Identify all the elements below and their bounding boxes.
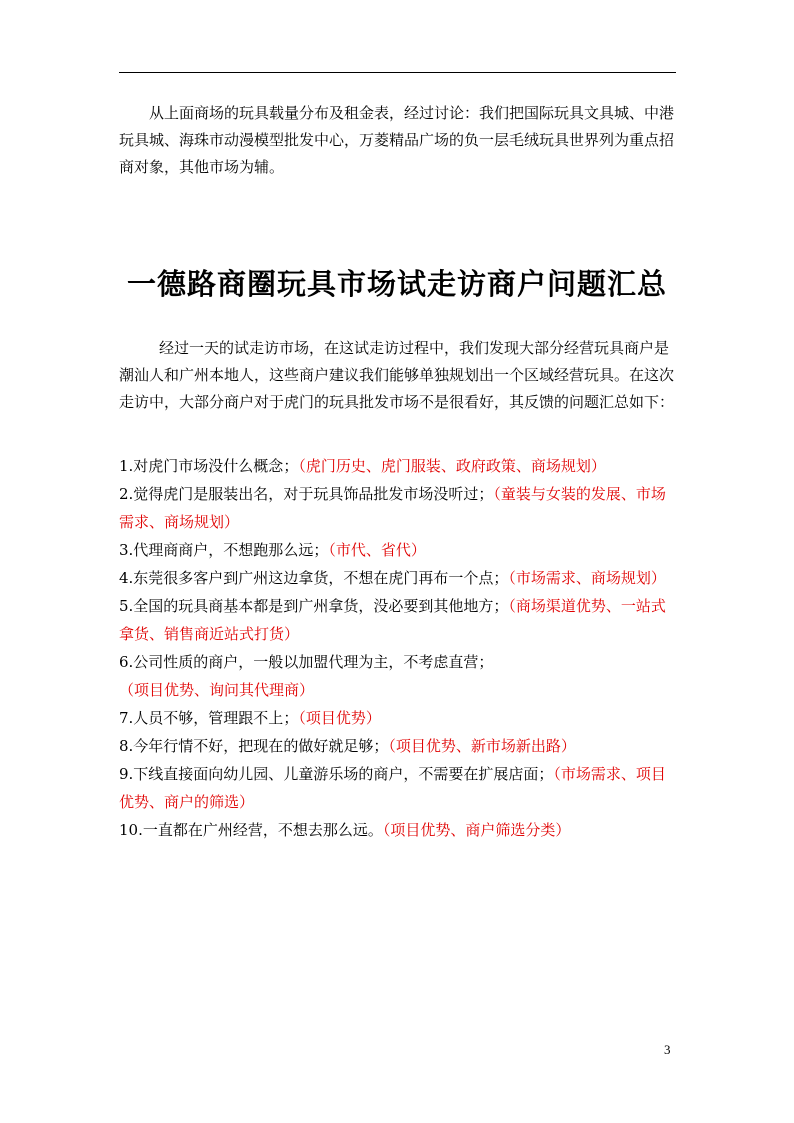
issue-text: 4.东莞很多客户到广州这边拿货，不想在虎门再布一个点； [119, 569, 509, 587]
header-rule [119, 72, 676, 73]
summary-paragraph: 经过一天的试走访市场，在这试走访过程中，我们发现大部分经营玩具商户是潮汕人和广州本地人，这些商户建议我们能够单独规划出一个区域经营玩具。在这次走访中，大部分商户对于虎门的玩具批发市场不是很看好，其反馈的问题汇总如下： [119, 339, 675, 411]
issue-text: 9.下线直接面向幼儿园、儿童游乐场的商户，不需要在扩展店面； [119, 765, 554, 783]
list-item [119, 704, 679, 732]
issue-note: （项目优势、商户筛选分类） [382, 821, 571, 839]
issue-note: （项目优势、询问其代理商） [119, 681, 315, 699]
issue-text: 5.全国的玩具商基本都是到广州拿货，没必要到其他地方； [119, 597, 509, 615]
issue-text: 3.代理商商户，不想跑那么远； [119, 541, 329, 559]
list-item [119, 564, 679, 592]
list-item [119, 592, 679, 648]
issue-note: （商场渠道优势、一站式拿货、销售商近站式打货） [119, 597, 666, 643]
issue-text: 8.今年行情不好，把现在的做好就足够； [119, 737, 389, 755]
issue-note: （市场需求、商场规划） [508, 569, 666, 587]
issue-text: 10.一直都在广州经营，不想去那么远。 [119, 821, 383, 839]
issue-note: （项目优势、新市场新出路） [388, 737, 576, 755]
list-item [119, 760, 679, 816]
issue-note: （童装与女装的发展、市场需求、商场规划） [119, 485, 666, 531]
issue-text: 7.人员不够，管理跟不上； [119, 709, 299, 727]
list-item [119, 536, 679, 564]
list-item [119, 816, 679, 844]
intro-paragraph: 从上面商场的玩具载量分布及租金表，经过讨论：我们把国际玩具文具城、中港玩具城、海珠市动漫模型批发中心，万菱精品广场的负一层毛绒玩具世界列为重点招商对象，其他市场为辅。 [119, 104, 675, 176]
issue-text: 2.觉得虎门是服装出名，对于玩具饰品批发市场没听过； [119, 485, 494, 503]
list-item [119, 452, 679, 480]
page-number: 3 [664, 1042, 671, 1057]
issue-note: （虎门历史、虎门服装、政府政策、商场规划） [298, 457, 606, 475]
issue-note: （市代、省代） [328, 541, 426, 559]
issue-note: （项目优势） [298, 709, 381, 727]
issue-note: （市场需求、项目优势、商户的筛选） [119, 765, 666, 811]
issue-text: 1.对虎门市场没什么概念； [119, 457, 299, 475]
list-item [119, 732, 679, 760]
list-item [119, 480, 679, 536]
issue-text: 6.公司性质的商户，一般以加盟代理为主，不考虑直营； [119, 653, 494, 671]
issue-list [119, 452, 679, 844]
section-title: 一德路商圈玩具市场试走访商户问题汇总 [126, 267, 667, 301]
list-item [119, 648, 679, 704]
